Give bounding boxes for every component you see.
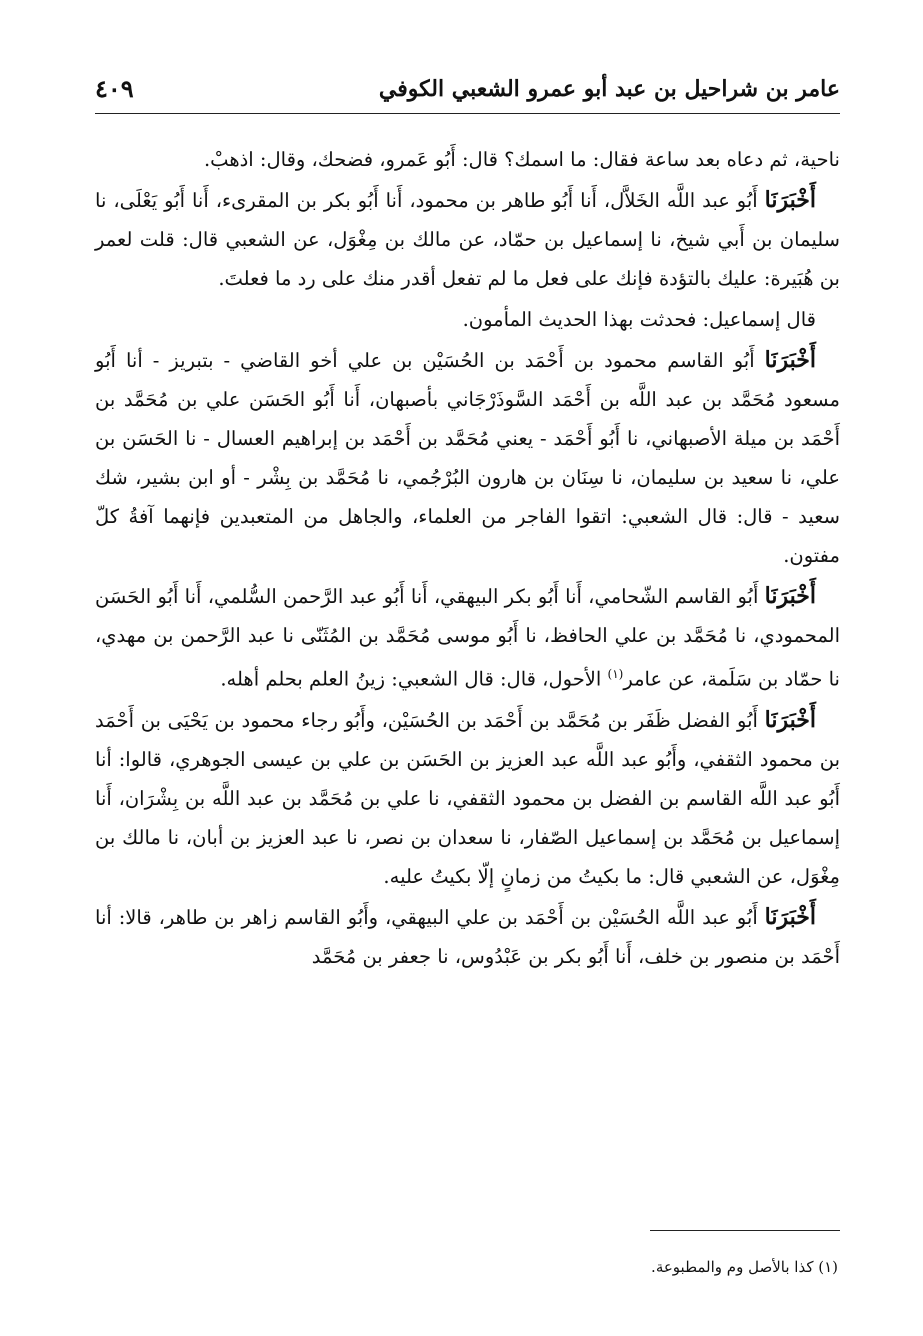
footnote-marker: (١) xyxy=(607,667,624,681)
paragraph xyxy=(95,577,840,699)
paragraph-lead: أَخْبَرَنَا xyxy=(764,583,816,609)
paragraph xyxy=(95,140,840,179)
page-number: ٤٠٩ xyxy=(95,74,134,103)
paragraph-text: أَبُو عبد اللَّه الخَلاَّل، أَنا أَبُو طاهر بن محمود، أَنا أَبُو بكر بن المقرىء، أَنا أَبُو يَعْلَى، نا سليمان بن أَبي شيخ، نا إسماعيل بن حمّاد، عن مالك بن مِغْوَل، عن الشعبي قال: قلت لعمر بن هُبَيرة: عليك بالتؤدة فإنك على فعل ما لم تفعل أقدر منك على رد ما فعلتَ. xyxy=(95,189,840,290)
body-text xyxy=(95,140,840,976)
paragraph xyxy=(95,341,840,575)
footnote-rule xyxy=(650,1230,840,1231)
paragraph xyxy=(95,898,840,976)
paragraph-lead: أَخْبَرَنَا xyxy=(764,903,816,930)
paragraph-text: أَبُو عبد اللَّه الحُسَيْن بن أَحْمَد بن علي البيهقي، وأَبُو القاسم زاهر بن طاهر، قالا: أنا أَحْمَد بن منصور بن خلف، أَنا أَبُو بكر بن عَبْدُوس، نا جعفر بن مُحَمَّد xyxy=(95,905,840,968)
paragraph-text: أَبُو القاسم محمود بن أَحْمَد بن الحُسَيْن بن علي أخو القاضي - بتبريز - أنا أَبُو مسعود مُحَمَّد بن عبد اللَّه بن أَحْمَد السَّوذَرْجَاني بأصبهان، أَنا أَبُو الحَسَن علي بن مُحَمَّد بن أَحْمَد بن ميلة الأصبهاني، نا أَبُو أَحْمَد - يعني مُحَمَّد بن أَحْمَد بن إبراهيم العسال - نا الحَسَن بن علي، نا سعيد بن سليمان، نا سِنَان بن هارون البُرْجُمي، نا مُحَمَّد بن بِشْر - أو ابن بشير، شك سعيد - قال: قال الشعبي: اتقوا الفاجر من العلماء، والجاهل من المتعبدين فإنهما آفةُ كلّ مفتون. xyxy=(95,349,840,567)
paragraph-text: أَبُو الفضل ظَفَر بن مُحَمَّد بن أَحْمَد بن الحُسَيْن، وأَبُو رجاء محمود بن يَحْيَى بن أَحْمَد بن محمود الثقفي، وأَبُو عبد اللَّه عبد العزيز بن الحَسَن بن علي بن عيسى الجوهري، قالوا: أنا أَبُو عبد اللَّه القاسم بن الفضل بن محمود الثقفي، نا علي بن مُحَمَّد بن عبد اللَّه بن بِشْرَان، أَنا إسماعيل بن مُحَمَّد بن إسماعيل الصّفار، نا سعدان بن نصر، نا عبد العزيز بن أبان، نا مالك بن مِغْوَل، عن الشعبي قال: ما بكيتُ من زمانٍ إلّا بكيتُ عليه. xyxy=(95,708,840,888)
paragraph xyxy=(95,701,840,896)
page-header xyxy=(95,72,840,114)
paragraph-text: الأحول، قال: قال الشعبي: زينُ العلم بحلم أهله. xyxy=(220,667,608,691)
paragraph-text: قال إسماعيل: فحدثت بهذا الحديث المأمون. xyxy=(462,308,816,331)
paragraph-text: أَبُو القاسم الشّحامي، أَنا أَبُو بكر البيهقي، أَنا أَبُو عبد الرَّحمن السُّلمي، أَنا أَبُو الحَسَن المحمودي، نا مُحَمَّد بن علي الحافظ، نا أَبُو موسى مُحَمَّد بن المُثَنّى نا عبد الرَّحمن بن مهدي، نا حمّاد بن سَلَمة، عن عامر xyxy=(95,585,840,691)
paragraph xyxy=(95,300,840,339)
paragraph-text: ناحية، ثم دعاه بعد ساعة فقال: ما اسمك؟ قال: أَبُو عَمرو، فضحك، وقال: اذهبْ. xyxy=(203,148,840,171)
header-rule xyxy=(95,113,840,114)
running-title: عامر بن شراحيل بن عبد أبو عمرو الشعبي الكوفي xyxy=(378,76,840,102)
paragraph-lead: أَخْبَرَنَا xyxy=(764,347,816,373)
paragraph-lead: أَخْبَرَنَا xyxy=(764,187,816,213)
footnote: (١) كذا بالأصل وم والمطبوعة. xyxy=(651,1258,838,1276)
paragraph-lead: أَخْبَرَنَا xyxy=(764,706,816,733)
paragraph xyxy=(95,181,840,298)
